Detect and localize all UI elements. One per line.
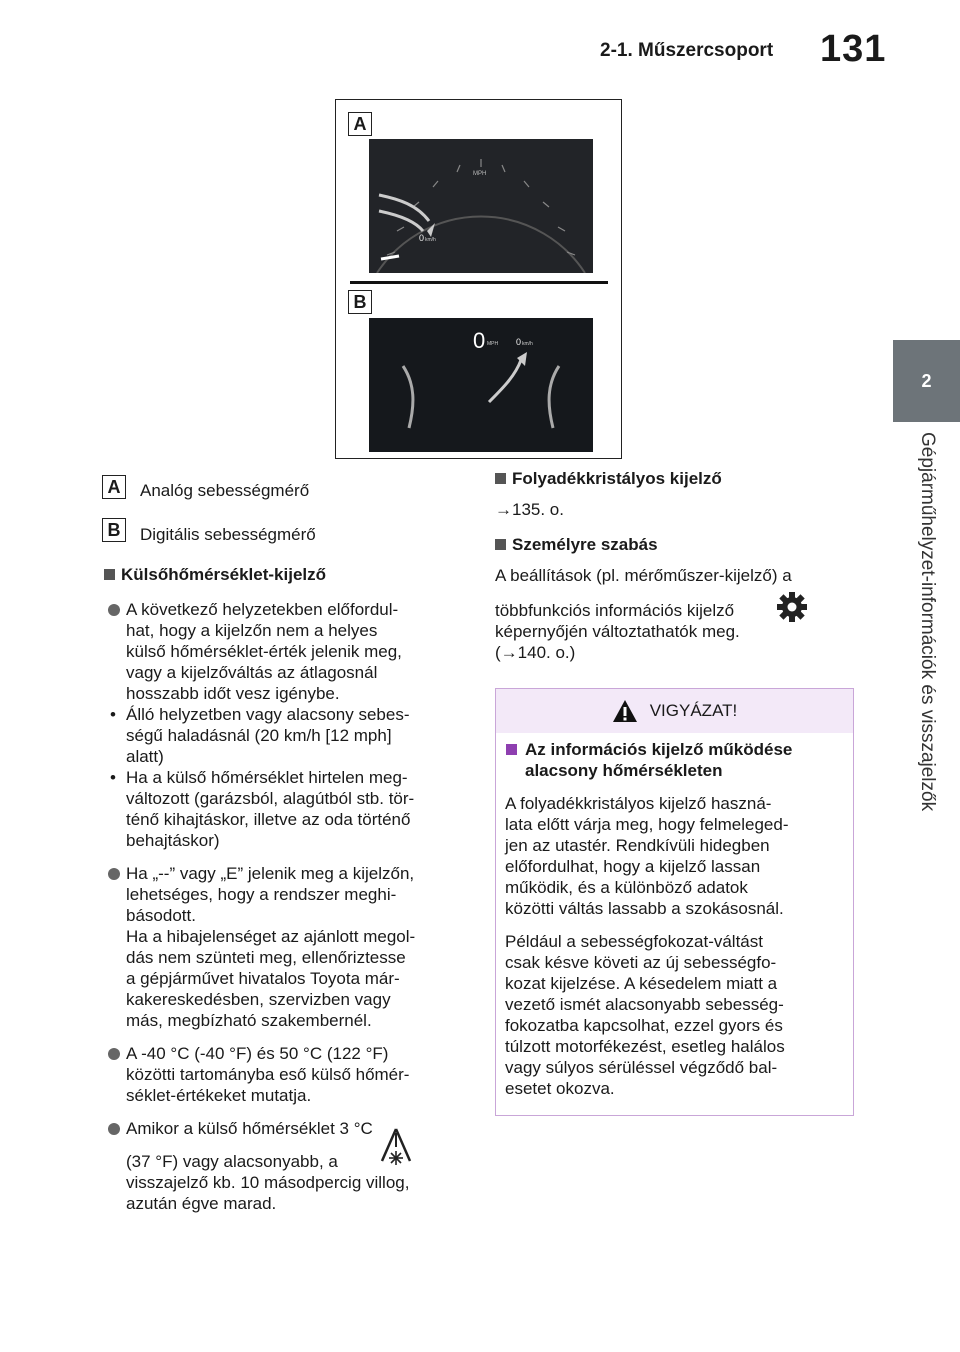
heading-lcd: Folyadékkristályos kijelző (495, 468, 855, 489)
speedometer-figure (335, 99, 622, 459)
ice-warning-icon (380, 1127, 412, 1167)
heading-marker (104, 569, 115, 580)
page-number: 131 (820, 28, 887, 70)
customization-text-2: többfunkciós információs kijelző (495, 600, 855, 621)
caution-title: VIGYÁZAT! (649, 701, 738, 720)
dash-item: • Ha a külső hőmérséklet hirtelen meg- változott (garázsból, alagútból stb. tör- ténő kihajtáskor, illetve az oda történő behajtáskor) (110, 768, 415, 850)
analog-kmh: km/h (425, 237, 436, 243)
bullet-item: Amikor a külső hőmérséklet 3 °C (37 °F) vagy alacsonyabb, a visszajelző kb. 10 másodpercig villog, azután égve marad. (104, 1118, 474, 1214)
digital-kmh-label: km/h (522, 341, 533, 347)
legend-a-label: A (102, 475, 126, 499)
bullet-item: A -40 °C (-40 °F) és 50 °C (122 °F) közötti tartományba eső külső hőmér- séklet-értékeket mutatja. (104, 1043, 474, 1106)
customization-text-1: A beállítások (pl. mérőműszer-kijelző) a (495, 566, 792, 585)
digital-kmh-value: 0 (516, 337, 522, 347)
heading-customization: Személyre szabás (495, 534, 855, 555)
chapter-number: 2 (921, 370, 932, 391)
figure-label-a: A (348, 112, 372, 136)
caution-body (505, 737, 845, 1099)
customization-text-4[interactable]: (→140. o.) (495, 643, 576, 662)
analog-zero: 0 (419, 233, 425, 243)
caution-box (495, 688, 854, 1116)
caution-header (496, 689, 853, 733)
digital-mph-label: MPH (487, 341, 499, 347)
figure-label-b: B (348, 290, 372, 314)
legend-a (104, 478, 474, 506)
left-column (104, 478, 474, 1214)
bullet-dot (108, 868, 120, 880)
gear-icon (775, 590, 809, 624)
legend-a-text: Analóg sebességmérő (140, 481, 310, 500)
bullet-dot (108, 604, 120, 616)
caution-paragraph-2: Például a sebességfokozat-váltást csak késve követi az új sebességfo- kozat kijelzése. A késedelem miatt a vezető ismét alacsonyabb sebesség- fokozatba kapcsolhat, ezzel gyors és túlzott motorfékezést, esetleg halálos vagy súlyos sérüléssel végződő bal- esetet okozva. (505, 932, 785, 1098)
legend-b (104, 519, 474, 544)
caution-paragraph-1: A folyadékkristályos kijelző haszná- lata előtt várja meg, hogy felmeleged- jen az utastér. Rendkívüli hidegben előfordulhat, hogy a kijelző lassan működik, és a különböző adatok közötti váltás lassabb a szokásosnál. (505, 794, 789, 918)
warning-triangle-icon (612, 699, 638, 723)
customization-text-3: képernyőjén változtathatók meg. (495, 622, 740, 641)
right-column (495, 468, 855, 663)
digital-mph-value: 0 (473, 328, 486, 353)
bullet-item: Ha „--” vagy „E” jelenik meg a kijelzőn, lehetséges, hogy a rendszer meghi- básodott. Ha a hibajelenséget az ajánlott megol- dás nem szünteti meg, ellenőriztesse a gépjárművet hivatalos Toyota már- kakereskedésben, szervizben vagy más, megbízható szakembernél. (104, 863, 474, 1031)
heading-marker (495, 473, 506, 484)
caution-heading: Az információs kijelző működése alacsony hőmérsékleten (505, 739, 845, 781)
reference-link[interactable]: →135. o. (495, 500, 564, 519)
chapter-tab (893, 340, 960, 422)
analog-speedometer (369, 139, 593, 273)
section-title: 2-1. Műszercsoport (600, 40, 774, 61)
bullet-item: A következő helyzetekben előfordul- hat, hogy a kijelzőn nem a helyes külső hőmérséklet-érték jelenik meg, vagy a kijelzőváltás az átlagosnál hosszabb időt vesz igénybe. (104, 599, 474, 704)
digital-speedometer (369, 318, 593, 452)
dash-item: • Álló helyzetben vagy alacsony sebes- ségű haladásnál (20 km/h [12 mph] alatt) (110, 705, 410, 766)
caution-heading-marker (506, 744, 517, 755)
figure-divider (350, 281, 608, 284)
chapter-title: Gépjárműhelyzet-információk és visszajelzők (917, 432, 938, 812)
legend-b-text: Digitális sebességmérő (140, 525, 316, 544)
bullet-dot (108, 1123, 120, 1135)
chapter-title-vertical (895, 432, 959, 872)
analog-unit-label: MPH (473, 171, 487, 177)
heading-marker (495, 539, 506, 550)
legend-b-label: B (102, 518, 126, 542)
heading-outside-temp: Külsőhőmérséklet-kijelző (104, 564, 474, 585)
bullet-dot (108, 1048, 120, 1060)
